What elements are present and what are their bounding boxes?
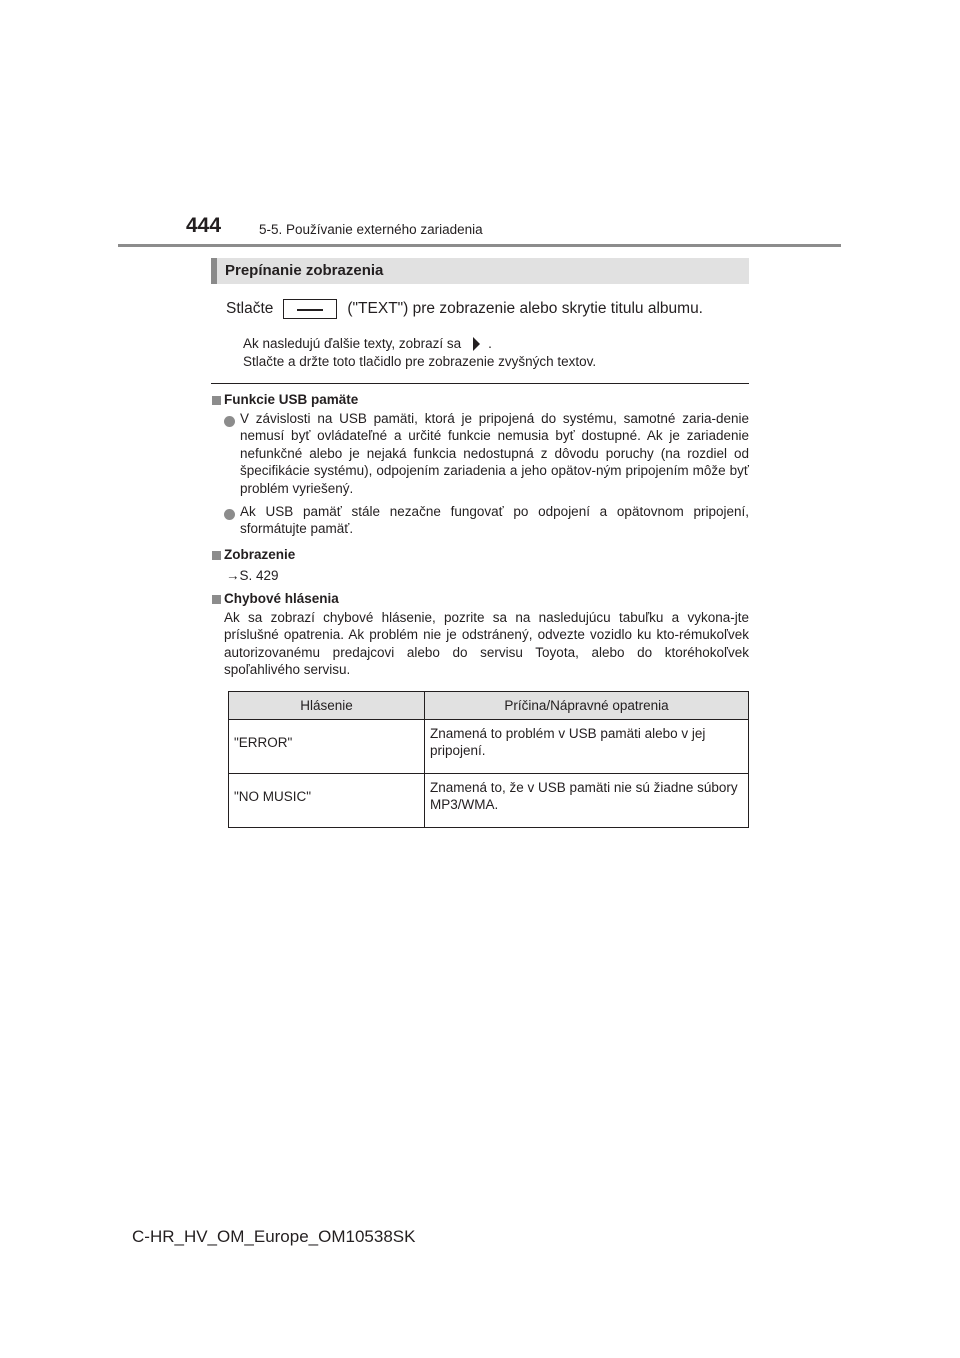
table-row — [229, 774, 749, 828]
note-more-text — [243, 336, 492, 351]
table-cell: Znamená to, že v USB pamäti nie sú žiadne súbory MP3/WMA. — [425, 774, 749, 828]
table-header-cell: Hlásenie — [229, 692, 425, 720]
dash-button-icon — [283, 299, 337, 319]
instruction-prefix: Stlačte — [226, 300, 274, 317]
usb-functions-item: V závislosti na USB pamäti, ktorá je pripojená do systému, samotné zaria-denie nemusí byť ovládateľné a určité funkcie nemusia byť dostupné. Ak je zariadenie nefunkčné alebo je nejaká funkcia nedostupná z dôvodu poruchy (na rozdiel od špecifikácie systému), odpojením zariadenia a jeho opätov-ným pripojením môže byť problém vyriešený. — [240, 411, 749, 496]
square-bullet-icon — [212, 396, 221, 405]
instruction-suffix: ("TEXT") pre zobrazenie alebo skrytie titulu albumu. — [347, 300, 703, 317]
page-reference: →S. 429 — [226, 568, 279, 583]
table-cell: "NO MUSIC" — [229, 774, 425, 828]
heading-accent-bar — [211, 258, 217, 284]
table-cell: "ERROR" — [229, 720, 425, 774]
section-heading-display-switch — [211, 258, 749, 284]
usb-functions-heading: Funkcie USB pamäte — [224, 392, 359, 407]
right-arrow-icon — [473, 337, 480, 351]
note-1-prefix: Ak nasledujú ďalšie texty, zobrazí sa — [243, 336, 462, 351]
usb-functions-item: Ak USB pamäť stále nezačne fungovať po odpojení a opätovnom pripojení, sformátujte pamäť. — [240, 504, 749, 537]
table-row — [229, 720, 749, 774]
note-hold-button: Stlačte a držte toto tlačidlo pre zobrazenie zvyšných textov. — [243, 354, 597, 369]
display-heading: Zobrazenie — [224, 547, 296, 562]
section-title: 5-5. Používanie externého zariadenia — [259, 222, 483, 237]
circle-bullet-icon — [224, 416, 235, 427]
note-1-suffix: . — [488, 336, 492, 351]
error-message-table — [228, 691, 749, 828]
page-number: 444 — [186, 214, 222, 237]
error-messages-heading: Chybové hlásenia — [224, 591, 339, 606]
table-header-cell: Príčina/Nápravné opatrenia — [425, 692, 749, 720]
table-header-row — [229, 692, 749, 720]
square-bullet-icon — [212, 551, 221, 560]
square-bullet-icon — [212, 595, 221, 604]
instruction-line — [226, 299, 703, 319]
error-messages-text: Ak sa zobrazí chybové hlásenie, pozrite sa na nasledujúcu tabuľku a vykona-jte príslušné opatrenia. Ak problém nie je odstránený, odvezte vozidlo ku kto-rémukoľvek autorizovanému predajcovi alebo do servisu Toyota, alebo do ktoréhokoľvek spoľahlivého servisu. — [224, 610, 749, 678]
header-rule — [118, 244, 841, 247]
heading-text: Prepínanie zobrazenia — [225, 262, 384, 279]
document-id: C-HR_HV_OM_Europe_OM10538SK — [132, 1227, 416, 1246]
circle-bullet-icon — [224, 509, 235, 520]
section-divider — [211, 383, 749, 384]
table-cell: Znamená to problém v USB pamäti alebo v jej pripojení. — [425, 720, 749, 774]
